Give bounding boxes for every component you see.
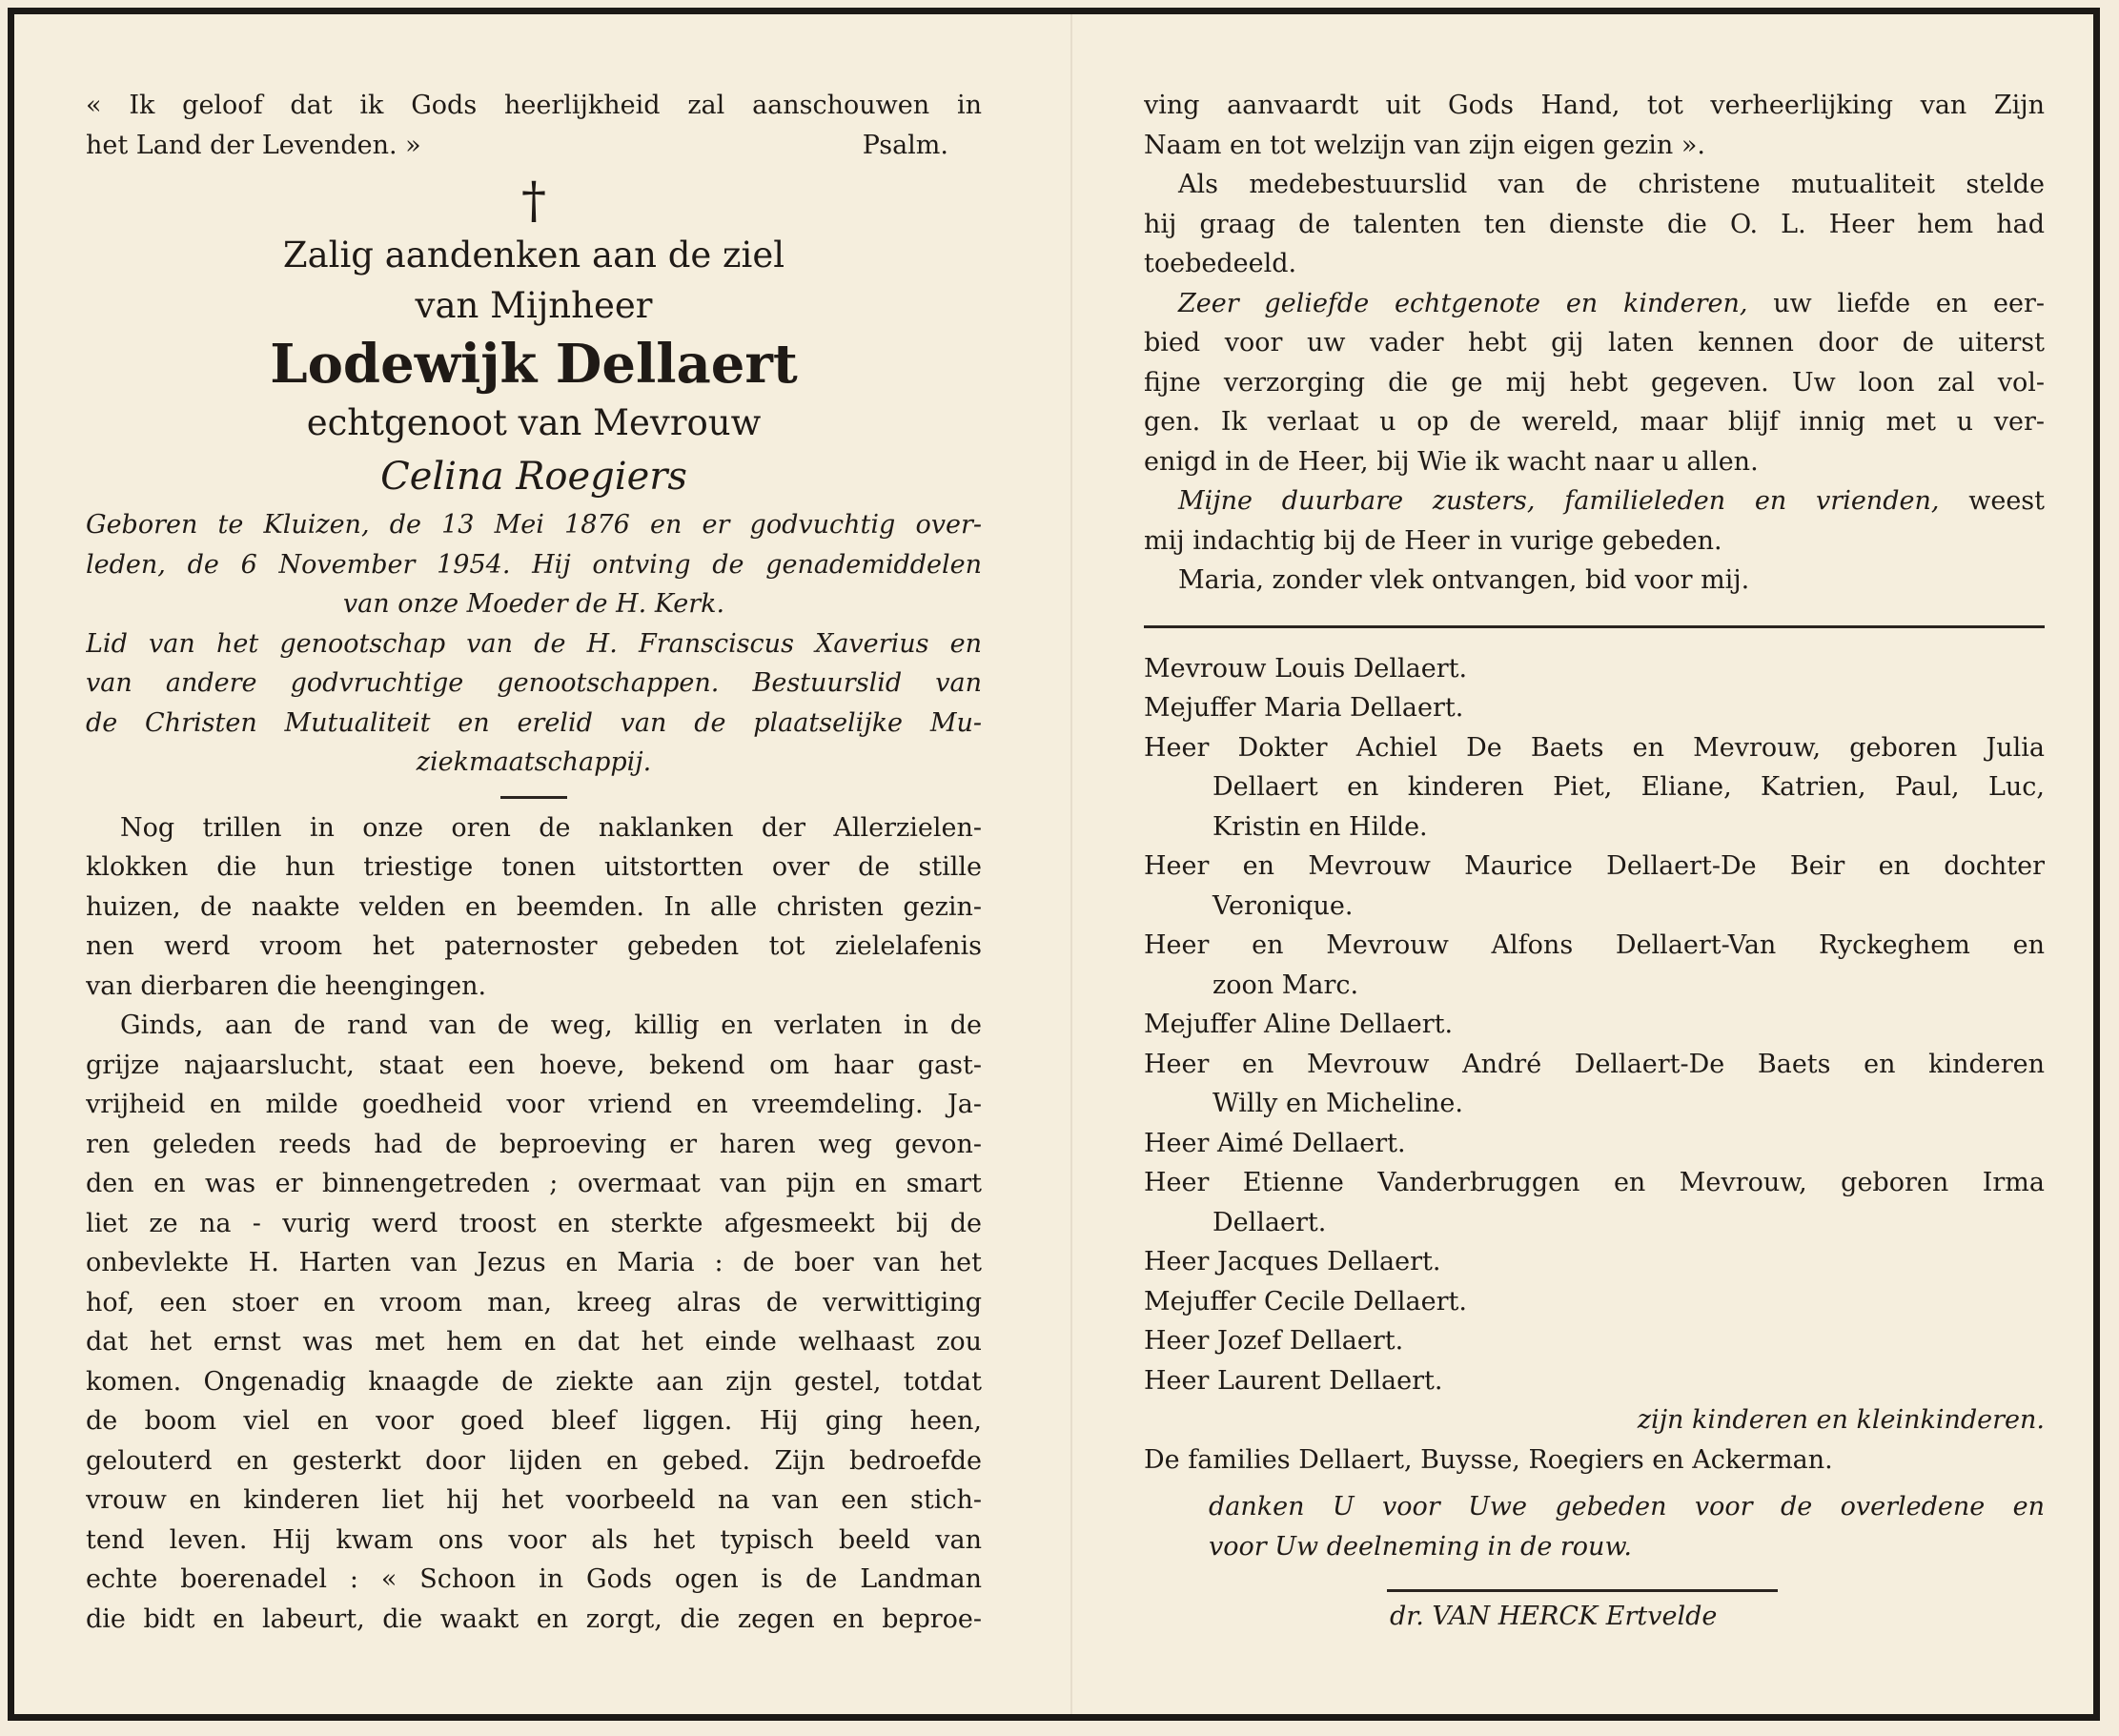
heading-line-2: van Mijnheer — [415, 285, 653, 326]
psalm-quote-last: het Land der Levenden. » — [86, 130, 421, 160]
separator — [500, 796, 567, 799]
family-member-line: Dellaert. — [1212, 1207, 1327, 1237]
paragraph-line: dat het ernst was met hem en dat het einde welhaast zou — [86, 1327, 982, 1357]
paragraph-line: hof, een stoer en vroom man, kreeg alras de verwittiging — [86, 1287, 982, 1317]
paragraph-line: de boom viel en voor goed bleef liggen. Hij ging heen, — [86, 1406, 982, 1436]
bio-line: van andere godvruchtige genootschappen. Bestuurslid van — [86, 668, 982, 698]
thanks-line-1: danken U voor Uwe gebeden voor de overledene en — [1209, 1492, 2045, 1522]
family-member-line: Willy en Micheline. — [1212, 1089, 1463, 1118]
family-member-line: Heer Dokter Achiel De Baets en Mevrouw, geboren Julia — [1144, 732, 2045, 763]
cross-icon: † — [521, 173, 546, 230]
family-member-line: Mevrouw Louis Dellaert. — [1144, 653, 1468, 684]
family-member-line: Kristin en Hilde. — [1212, 811, 1428, 842]
paragraph-line: komen. Ongenadig knaagde de ziekte aan zijn gestel, totdat — [86, 1366, 982, 1397]
paragraph-line: echte boerenadel : « Schoon in Gods ogen is de Landman — [86, 1564, 982, 1594]
paragraph-line: fijne verzorging die ge mij hebt gegeven. Uw loon zal vol- — [1144, 367, 2045, 398]
paragraph-line: klokken die hun triestige tonen uitstortten over de stille — [86, 852, 982, 882]
family-member-line: Heer Jozef Dellaert. — [1144, 1326, 1404, 1356]
family-member-line: Heer en Mevrouw Maurice Dellaert-De Beir en dochter — [1144, 851, 2045, 881]
paragraph-2 — [86, 1006, 982, 1639]
family-member-line: Heer Jacques Dellaert. — [1144, 1247, 1441, 1276]
printer-credit: dr. VAN HERCK Ertvelde — [1390, 1602, 1718, 1631]
psalm-quote: « Ik geloof dat ik Gods heerlijkheid zal aanschouwen in — [86, 91, 982, 120]
family-member-line: zoon Marc. — [1212, 970, 1359, 1000]
left-page — [86, 86, 982, 1639]
bio-line: ziekmaatschappij. — [416, 747, 652, 777]
paragraph-line: toebedeeld. — [1144, 249, 1297, 278]
paragraph-line: liet ze na - vurig werd troost en sterkte afgesmeekt bij de — [86, 1208, 982, 1238]
family-member-line: Heer en Mevrouw André Dellaert-De Baets en kinderen — [1144, 1049, 2045, 1079]
family-member-line: Dellaert en kinderen Piet, Eliane, Katrien, Paul, Luc, — [1212, 772, 2045, 802]
paragraph-line: Nog trillen in onze oren de naklanken der Allerzielen- — [120, 812, 982, 843]
paragraph-line: den en was er binnengetreden ; overmaat van pijn en smart — [86, 1169, 982, 1198]
paragraph-line: tend leven. Hij kwam ons voor als het typisch beeld van — [86, 1524, 982, 1555]
paragraph-line: hij graag de talenten ten dienste die O. L. Heer hem had — [1144, 209, 2045, 239]
paragraph-line: vrijheid en milde goedheid voor vriend en vreemdeling. Ja- — [86, 1090, 982, 1119]
paragraph-line: gelouterd en gesterkt door lijden en gebed. Zijn bedroefde — [86, 1445, 982, 1476]
family-member-line: Mejuffer Cecile Dellaert. — [1144, 1286, 1467, 1317]
spouse-name: Celina Roegiers — [380, 455, 687, 499]
paragraph-line: ren geleden reeds had de beproeving er haren weg gevon- — [86, 1129, 982, 1159]
paragraph-line: Ginds, aan de rand van de weg, killig en verlaten in de — [120, 1011, 982, 1040]
family-member-line: Heer Etienne Vanderbruggen en Mevrouw, geboren Irma — [1144, 1168, 2045, 1197]
separator-rule — [1144, 625, 2045, 628]
bio-line: leden, de 6 November 1954. Hij ontving de genademiddelen — [86, 549, 982, 580]
paragraph-line: enigd in de Heer, bij Wie ik wacht naar u allen. — [1144, 446, 1759, 477]
family-member-line: Mejuffer Maria Dellaert. — [1144, 693, 1464, 723]
relation-line: zijn kinderen en kleinkinderen. — [1637, 1405, 2045, 1435]
paragraph-line: grijze najaarslucht, staat een hoeve, bekend om haar gast- — [86, 1050, 982, 1080]
families-line: De families Dellaert, Buysse, Roegiers en Ackerman. — [1144, 1444, 1833, 1475]
bio-line: van onze Moeder de H. Kerk. — [342, 589, 725, 619]
deceased-name: Lodewijk Dellaert — [270, 333, 798, 396]
paragraph-line: Naam en tot welzijn van zijn eigen gezin ». — [1144, 130, 1705, 160]
family-member-line: Heer Laurent Dellaert. — [1144, 1365, 1443, 1396]
heading-line-1: Zalig aandenken aan de ziel — [282, 235, 785, 276]
card-fold — [1070, 14, 1072, 1714]
closing-paragraphs — [1144, 86, 2045, 601]
printer-rule — [1387, 1589, 1778, 1592]
paragraph-line: bied voor uw vader hebt gij laten kennen door de uiterst — [1144, 328, 2045, 357]
paragraph-line: huizen, de naakte velden en beemden. In alle christen gezin- — [86, 891, 982, 922]
paragraph-line: Maria, zonder vlek ontvangen, bid voor mij. — [1178, 565, 1750, 595]
paragraph-line: onbevlekte H. Harten van Jezus en Maria : de boer van het — [86, 1248, 982, 1277]
spouse-intro: echtgenoot van Mevrouw — [306, 402, 762, 443]
paragraph-line: vrouw en kinderen liet hij het voorbeeld na van een stich- — [86, 1485, 982, 1515]
thanks-line-2: voor Uw deelneming in de rouw. — [1209, 1531, 1632, 1562]
biography — [86, 505, 982, 783]
paragraph-line: die bidt en labeurt, die waakt en zorgt, die zegen en beproe- — [86, 1603, 982, 1634]
family-member-line: Mejuffer Aline Dellaert. — [1144, 1010, 1454, 1039]
paragraph-line: mij indachtig bij de Heer in vurige gebeden. — [1144, 525, 1722, 556]
right-page — [1144, 86, 2045, 1636]
paragraph-line: ving aanvaardt uit Gods Hand, tot verheerlijking van Zijn — [1144, 91, 2045, 120]
psalm-quote-end — [86, 126, 982, 166]
paragraph-line: Als medebestuurslid van de christene mutualiteit stelde — [1178, 170, 2045, 199]
paragraph-line: Mijne duurbare zusters, familieleden en vrienden, weest — [1178, 486, 2045, 516]
family-member-line: Heer Aimé Dellaert. — [1144, 1128, 1406, 1158]
paragraph-line: gen. Ik verlaat u op de wereld, maar blijf innig met u ver- — [1144, 407, 2045, 437]
paragraph-1 — [86, 808, 982, 1007]
family-member-line: Veronique. — [1212, 890, 1354, 921]
paragraph-line: nen werd vroom het paternoster gebeden tot zielelafenis — [86, 931, 982, 961]
family-member-line: Heer en Mevrouw Alfons Dellaert-Van Ryckeghem en — [1144, 930, 2045, 960]
memorial-card — [8, 8, 2100, 1721]
paragraph-line: Zeer geliefde echtgenote en kinderen, uw liefde en eer- — [1178, 288, 2045, 318]
bio-line: Geboren te Kluizen, de 13 Mei 1876 en er godvuchtig over- — [86, 510, 982, 540]
family-list — [1144, 649, 2045, 1401]
paragraph-line: van dierbaren die heengingen. — [86, 970, 487, 1001]
bio-line: de Christen Mutualiteit en erelid van de plaatselijke Mu- — [86, 707, 982, 738]
bio-line: Lid van het genootschap van de H. Fransciscus Xaverius en — [86, 628, 982, 659]
psalm-source: Psalm. — [862, 130, 948, 160]
